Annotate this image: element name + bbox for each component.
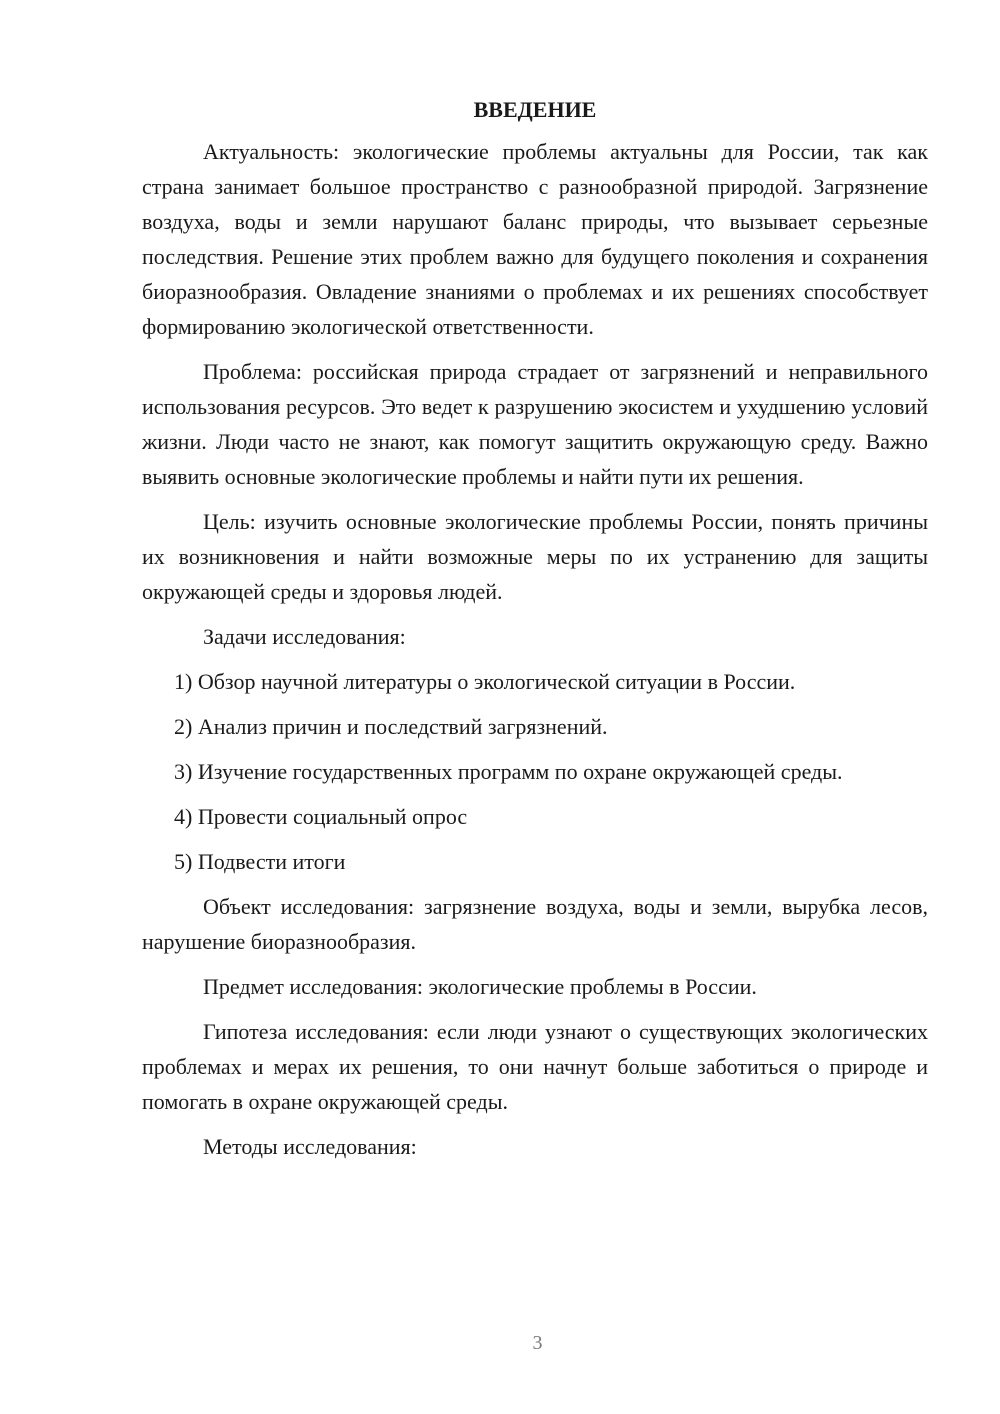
page-title: ВВЕДЕНИЕ [473,97,597,122]
task-item-2: 2) Анализ причин и последствий загрязнений. [174,714,608,739]
task-item-3: 3) Изучение государственных программ по охране окружающей среды. [174,759,843,784]
relevance-paragraph: Актуальность: экологические проблемы актуальны для России, так как страна занимает большое пространство с разнообразной природой. Загрязнение воздуха, воды и земли нарушают баланс природы, что вызывает серьезные последствия. Решение этих проблем важно для будущего поколения и сохранения биоразнообразия. Овладение знаниями о проблемах и их решениях способствует формированию экологической ответственности. [142,139,928,339]
subject-paragraph: Предмет исследования: экологические проблемы в России. [203,974,757,999]
tasks-heading: Задачи исследования: [203,624,406,649]
goal-paragraph: Цель: изучить основные экологические проблемы России, понять причины их возникновения и найти возможные меры по их устранению для защиты окружающей среды и здоровья людей. [142,509,928,604]
methods-heading: Методы исследования: [203,1134,417,1159]
task-item-5: 5) Подвести итоги [174,849,346,874]
task-item-4: 4) Провести социальный опрос [174,804,468,829]
page-number: 3 [532,1332,543,1354]
hypothesis-paragraph: Гипотеза исследования: если люди узнают о существующих экологических проблемах и мерах их решения, то они начнут больше заботиться о природе и помогать в охране окружающей среды. [142,1019,928,1114]
task-item-1: 1) Обзор научной литературы о экологической ситуации в России. [174,669,796,694]
problem-paragraph: Проблема: российская природа страдает от загрязнений и неправильного использования ресурсов. Это ведет к разрушению экосистем и ухудшению условий жизни. Люди часто не знают, как помогут защитить окружающую среду. Важно выявить основные экологические проблемы и найти пути их решения. [142,359,928,489]
object-paragraph: Объект исследования: загрязнение воздуха, воды и земли, вырубка лесов, нарушение биоразнообразия. [142,894,928,954]
page-content [142,92,928,1174]
